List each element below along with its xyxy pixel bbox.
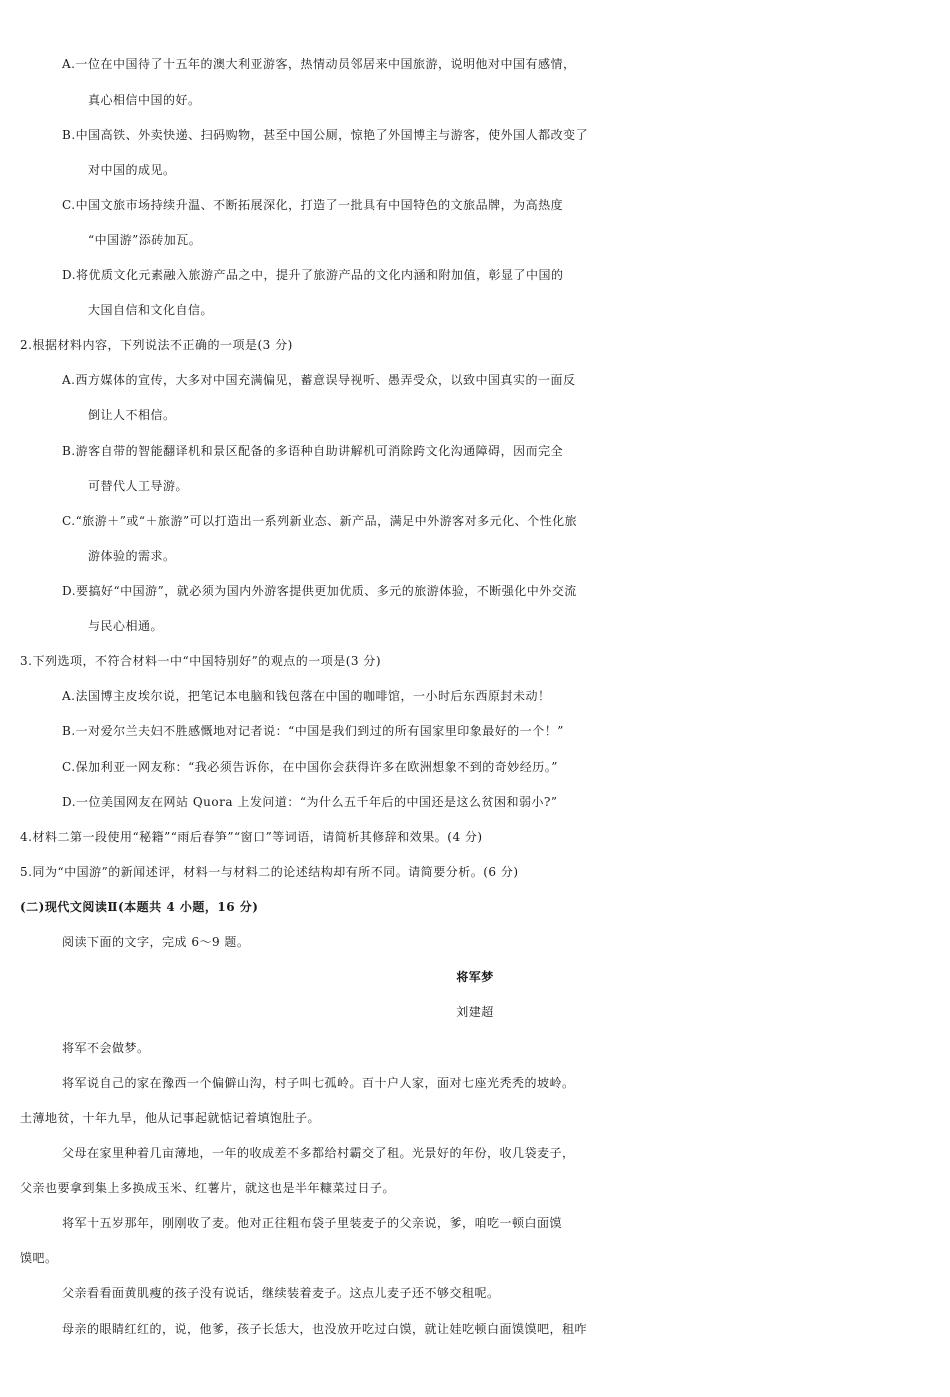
q2-option-a-line1: A.西方媒体的宣传，大多对中国充满偏见，蓄意误导视听、愚弄受众，以致中国真实的一面反 (62, 373, 576, 387)
q2-option-c-line2: 游体验的需求。 (88, 549, 176, 563)
q2-option-d-line1: D.要搞好“中国游”，就必须为国内外游客提供更加优质、多元的旅游体验，不断强化中外交流 (62, 584, 577, 598)
q1-option-c-line1: C.中国文旅市场持续升温、不断拓展深化，打造了一批具有中国特色的文旅品牌，为高热度 (62, 198, 564, 212)
q3-option-b: B.一对爱尔兰夫妇不胜感慨地对记者说：“中国是我们到过的所有国家里印象最好的一个！” (62, 724, 564, 738)
q2-option-c-line1: C.“旅游＋”或“＋旅游”可以打造出一系列新业态、新产品，满足中外游客对多元化、个性化旅 (62, 514, 578, 528)
q1-option-a-line2: 真心相信中国的好。 (88, 93, 201, 107)
q1-option-b-line2: 对中国的成见。 (88, 163, 176, 177)
story-paragraph: 母亲的眼睛红红的，说，他爹，孩子长恁大，也没放开吃过白馍，就让娃吃顿白面馍馍吧，租咋 (62, 1322, 588, 1336)
story-paragraph: 将军说自己的家在豫西一个偏僻山沟，村子叫七孤岭。百十户人家，面对七座光秃秃的坡岭。 (62, 1076, 575, 1090)
q2-option-a-line2: 倒让人不相信。 (88, 408, 176, 422)
story-paragraph: 父亲看看面黄肌瘦的孩子没有说话，继续装着麦子。这点儿麦子还不够交租呢。 (62, 1286, 500, 1300)
story-paragraph-cont: 父亲也要拿到集上多换成玉米、红薯片，就这也是半年糠菜过日子。 (20, 1181, 396, 1195)
story-paragraph: 将军不会做梦。 (62, 1041, 150, 1055)
q2-option-b-line1: B.游客自带的智能翻译机和景区配备的多语种自助讲解机可消除跨文化沟通障碍，因而完全 (62, 444, 564, 458)
question-5: 5.同为“中国游”的新闻述评，材料一与材料二的论述结构却有所不同。请简要分析。(6 分) (20, 865, 519, 879)
story-title: 将军梦 (456, 970, 494, 984)
question-3: 3.下列选项，不符合材料一中“中国特别好”的观点的一项是(3 分) (20, 654, 382, 668)
q3-option-c: C.保加利亚一网友称：“我必须告诉你，在中国你会获得许多在欧洲想象不到的奇妙经历。” (62, 760, 558, 774)
q1-option-d-line1: D.将优质文化元素融入旅游产品之中，提升了旅游产品的文化内涵和附加值，彰显了中国的 (62, 268, 564, 282)
q2-option-d-line2: 与民心相通。 (88, 619, 164, 633)
q2-option-b-line2: 可替代人工导游。 (88, 479, 189, 493)
story-paragraph-cont: 馍吧。 (20, 1251, 58, 1265)
question-2: 2.根据材料内容，下列说法不正确的一项是(3 分) (20, 338, 293, 352)
q1-option-d-line2: 大国自信和文化自信。 (88, 303, 214, 317)
story-paragraph: 父母在家里种着几亩薄地，一年的收成差不多都给村霸交了租。光景好的年份，收几袋麦子， (62, 1146, 575, 1160)
section-heading: (二)现代文阅读Ⅱ(本题共 4 小题，16 分) (20, 900, 259, 914)
q1-option-c-line2: “中国游”添砖加瓦。 (88, 233, 202, 247)
q3-option-d: D.一位美国网友在网站 Quora 上发问道：“为什么五千年后的中国还是这么贫困和弱小?” (62, 795, 558, 809)
q1-option-a-line1: A.一位在中国待了十五年的澳大利亚游客，热情动员邻居来中国旅游，说明他对中国有感情， (62, 57, 576, 71)
q3-option-a: A.法国博主皮埃尔说，把笔记本电脑和钱包落在中国的咖啡馆，一小时后东西原封未动！ (62, 689, 551, 703)
q1-option-b-line1: B.中国高铁、外卖快递、扫码购物，甚至中国公厕，惊艳了外国博主与游客，使外国人都改变了 (62, 128, 589, 142)
story-author: 刘建超 (456, 1005, 494, 1019)
story-paragraph-cont: 土薄地贫，十年九旱，他从记事起就惦记着填饱肚子。 (20, 1111, 321, 1125)
story-paragraph: 将军十五岁那年，刚刚收了麦。他对正往粗布袋子里装麦子的父亲说，爹，咱吃一顿白面馍 (62, 1216, 563, 1230)
reading-instruction: 阅读下面的文字，完成 6～9 题。 (62, 935, 250, 949)
question-4: 4.材料二第一段使用“秘籍”“雨后春笋”“窗口”等词语，请简析其修辞和效果。(4 分) (20, 830, 483, 844)
